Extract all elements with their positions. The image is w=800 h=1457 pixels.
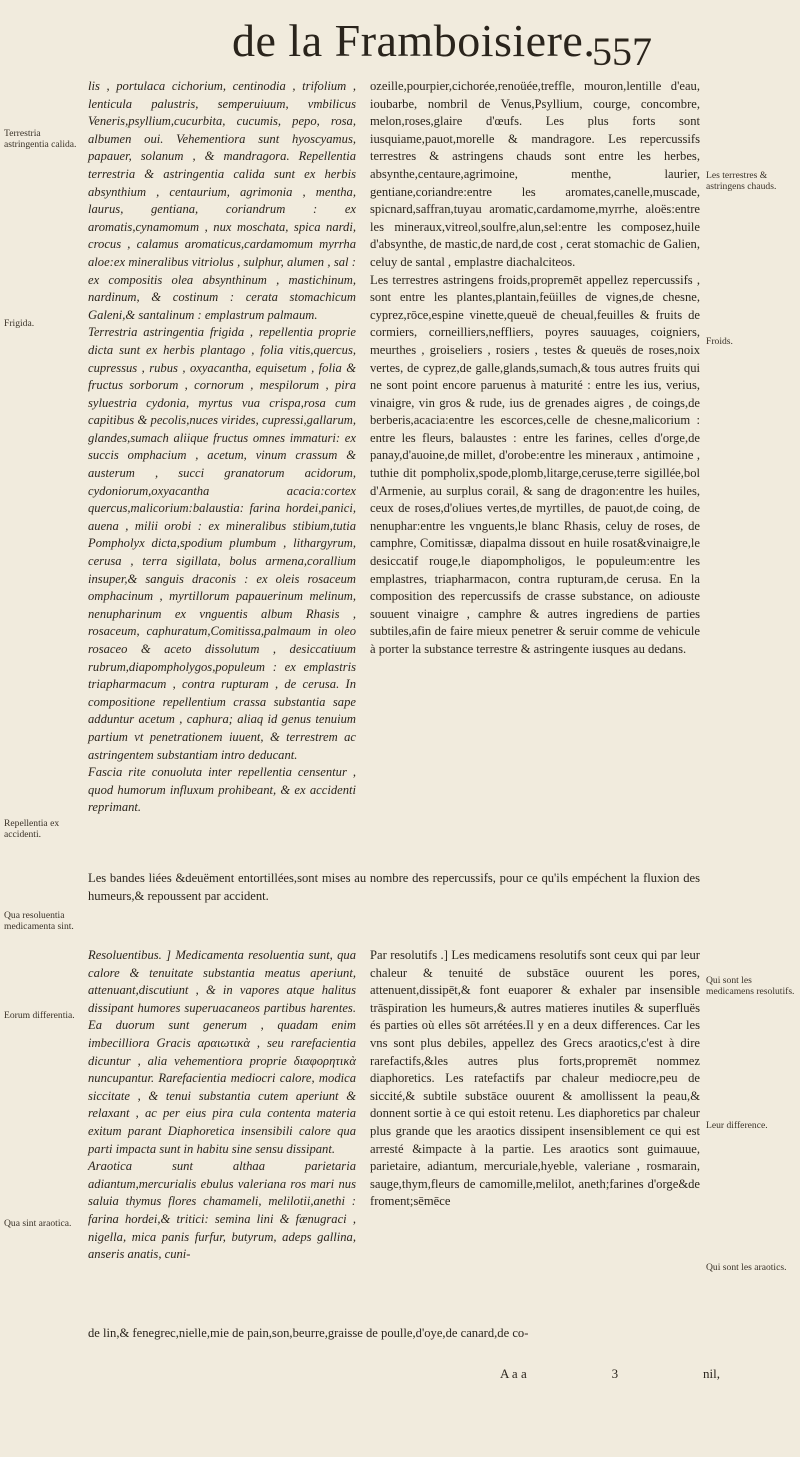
latin-paragraph: Araotica sunt althaa parietaria adiantum,mercurialis ebulus valeriana ros mari nus saluia thymus flores chamameli, melilotii,anethi : farina hordei,& tritici: semina lini & fænugraci , nigella, mica panis furfur, butyrum, adeps gallina, anseris anatis, cuni- <box>88 1159 356 1262</box>
latin-paragraph: lis , portulaca cichorium, centinodia , trifolium , lenticula palustris, semperuiuum, vmbilicus Veneris,psyllium,cucurbita, cucumis, pepo, rosa, albumen oui. Vehementiora sunt hyoscyamus, papauer, solanum , & mandragora. Repellentia terrestria & astringentia calida sunt ex herbis absynthium , centaurium, agrimonia , mentha, laurus, gentiana, coriandrum : ex aromatis,cynamomum , nux moschata, spica nardi, crocus , calamus aromaticus,cardamomum myrrha aloe:ex mineralibus vitriolus , sulphur, alumen , sal : ex compositis olea absynthinum , mastichinum, nardinum, & costinum : cerata stomachicum Galeni,& santalinum : emplastrum palmaum. <box>88 79 356 322</box>
margin-note-left: Terrestria astringentia calida. <box>4 128 77 150</box>
margin-note-left: Frigida. <box>4 318 35 329</box>
margin-note-right: Les terrestres & astringens chauds. <box>706 170 777 192</box>
running-title: de la Framboisiere. <box>232 15 596 66</box>
bottom-line <box>88 1325 700 1343</box>
latin-column-lower <box>88 947 356 1264</box>
catchword: nil, <box>703 1366 720 1381</box>
margin-note-left: Eorum differentia. <box>4 1010 75 1021</box>
french-paragraph: ozeille,pourpier,cichorée,renoüée,treffle, mouron,lentille d'eau, ioubarbe, nombril de Venus,Psyllium, courge, concombre, melon,roses,glaire d'œufs. Les plus forts sont iusquiame,pauot,morelle & mandragore. Les repercussifs terrestres & astringens chauds sont entre les herbes, absynthe,centaure,agrimoine, menthe, laurier, gentiane,coriandre:entre les aromates,canelle,muscade, spicnard,saffran,tuyau aromatic,cardamome,myrrhe, aloës:entre les mineraux,vitreol,soulfre,alun,sel:entre les composez,huile d'absynthe, de mastic,de nard,de cost , cerat stomachic de Galien, celuy de santal , emplastre diachalciteos. <box>370 79 700 269</box>
margin-note-right: Froids. <box>706 336 733 347</box>
french-column-upper <box>370 78 700 659</box>
french-paragraph: Par resolutifs .] Les medicamens resolutifs sont ceux qui par leur chaleur & tenuité de substāce ouurent les pores, attenuent,dissipēt,& font euaporer & exhaler par insensible trāspiration les humeurs,& autres matieres inutiles & superfluës és parties où elles sōt arrétées.Il y en a deux differences. Car les vns sont plus debiles, appellez des Grecs araotics,c'est à dire rarefactifs,&les autres plus forts,propremēt nommez diaphoretics. Les ratefactifs par chaleur mediocre,peu de siccité,& subtile substāce ouurent & amollissent la peau,& donnent sortie à ce qui estoit retenu. Les diaphoretics par chaleur plus grande que les araotics dissipent insensiblement ce qui est arresté &impacte à la partie. Les araotics sont guimauue, parietaire, adiantum, mercuriale,hyeble, valeriane , rosmarain, sauge,thym,fleurs de camomille,melilot, aneth;farines d'orge&de froment;sēmēce <box>370 948 700 1209</box>
signature-mark: A a a <box>500 1366 527 1381</box>
margin-note-right: Qui sont les araotics. <box>706 1262 787 1273</box>
footer-text: de lin,& fenegrec,nielle,mie de pain,son,beurre,graisse de poulle,d'oye,de canard,de co- <box>88 1326 529 1340</box>
margin-note-right: Leur difference. <box>706 1120 768 1131</box>
signature-number: 3 <box>611 1366 619 1381</box>
latin-paragraph: Fascia rite conuoluta inter repellentia censentur , quod humorum influxum prohibeant, & ex accidenti reprimant. <box>88 765 356 815</box>
margin-note-left: Qua sint araotica. <box>4 1218 72 1229</box>
margin-note-left: Qua resoluentia medicamenta sint. <box>4 910 74 932</box>
french-column-lower <box>370 947 700 1211</box>
running-header <box>0 8 800 78</box>
latin-paragraph: Terrestria astringentia frigida , repellentia proprie dicta sunt ex herbis plantago , folia vitis,quercus, cupressus , rubus , oxyacantha, equisetum , folia & fructus sorborum , cornorum , mespilorum , pira syluestria cydonia, myrtus vua crispa,rosa cum capitibus & pecolis,nuces virides, cupressi,gallarum, glandes,sumach aliique fructus omnes immaturi: ex succis omphacium , acetum, vinum crassum & austerum , succi granatorum acidorum, cydoniorum,oxyacantha acacia:cortex quercus,malicorium:balaustia: farina hordei,panici, auena , milii orobi : ex mineralibus stibium,tutia Pompholyx dicta,spodium plumbum , lithargyrum, cerusa , terra sigillata, bolus armena,corallium insuper,& sanguis draconis : ex oleis rosaceum omphacinum , myrtillorum papauerinum melinum, nenupharinum ex vnguentis album Rhasis , rosaceum, caphuratum,Comitissa,palmaum in oleo rosaceo & aceto dissolutum , desiccatiuum rubrum,diapompholygos,populeum : ex emplastris triapharmacum , contra rupturam , de cerusa. In compositione repellentium crassa substantia sape adduntur acetum , caphura; aliaq id genus tenuium partium vt penetrationem iuuent, & terrestrem ac astringentem substantiam intro deducant. <box>88 325 356 762</box>
full-width-paragraph <box>88 870 700 905</box>
margin-note-right: Qui sont les medicamens resolutifs. <box>706 975 795 997</box>
bandes-paragraph: Les bandes liées &deuëment entortillées,sont mises au nombre des repercussifs, pour ce qu'ils empéchent la fluxion des humeurs,& repoussent par accident. <box>88 871 700 903</box>
french-paragraph: Les terrestres astringens froids,propremēt appellez repercussifs , sont entre les plantes,plantain,feüilles de vignes,de chesne, cyprez,rōce,espine vinette,queuë de cheual,feuilles & fruits de cormiers, corneilliers,neffliers, poyres sauuages, coigniers, meurthes , groiseliers , rosiers , testes & queuës de roses,noix vertes, de cyprez,de galle,glands,sumach,& tous autres fruits qui ne sont point encore paruenus à maturité : entre les ius, verius, vinaigre, vin gros & rude, ius de grenades aigres , de coings,de berberis,acacia:entre les escorces,celle de chesne,malicorium : entre les fleurs, balaustes : entre les farines, celles d'orge,de panay,d'auoine,de millet, d'orobe:entre les mineraux , antimoine , tuthie dit pompholix,spode,plomb,litarge,ceruse,terre sigillée,bol d'Armenie, au surplus corail, & sang de dragon:entre les huiles, ceux de roses,d'oliues vertes,de myrtilles, de pauot,de coing, de nenuphar:entre les vnguents,le blanc Rhasis, celuy de roses, de camphre, Comitissæ, diapalma dissout en huile rosat&vinaigre,le desiccatif rouge,le diapompholigos, le populeum:entre les emplastres, triapharmacon, contra rupturam,de cerusa. En la composition des repercussifs de crasse substance, on adiouste souuent vinaigre , camphre & autres ingrediens de parties subtiles,afin de faire mieux penetrer & seruir comme de vehicule à porter la substance terrestre & astringente iusques au dedans. <box>370 272 700 656</box>
signature-line <box>500 1366 720 1382</box>
page-number: 557 <box>592 29 652 74</box>
margin-note-left: Repellentia ex accidenti. <box>4 818 60 840</box>
latin-paragraph: Resoluentibus. ] Medicamenta resoluentia sunt, qua calore & tenuitate substantia meatus aperiunt, attenuant,discutiunt , & in vapores atque halitus dissipant humores superuacaneos partibus harentes. Ea duorum sunt generum , quadam enim imbecilliora Gracis αραιωτικὰ , seu rarefacientia dicuntur , alia vehementiora proprie διαφορητικὰ nuncupantur. Rarefacientia mediocri calore, modica siccitate , & tenui substantia cutem aperiunt & relaxant , ac per eius pira cula contenta materia exitum parant Diaphoretica insensibili calore qua parti impacta sunt in habitu sine sensu dissipant. <box>88 948 356 1156</box>
latin-column-upper <box>88 78 356 817</box>
